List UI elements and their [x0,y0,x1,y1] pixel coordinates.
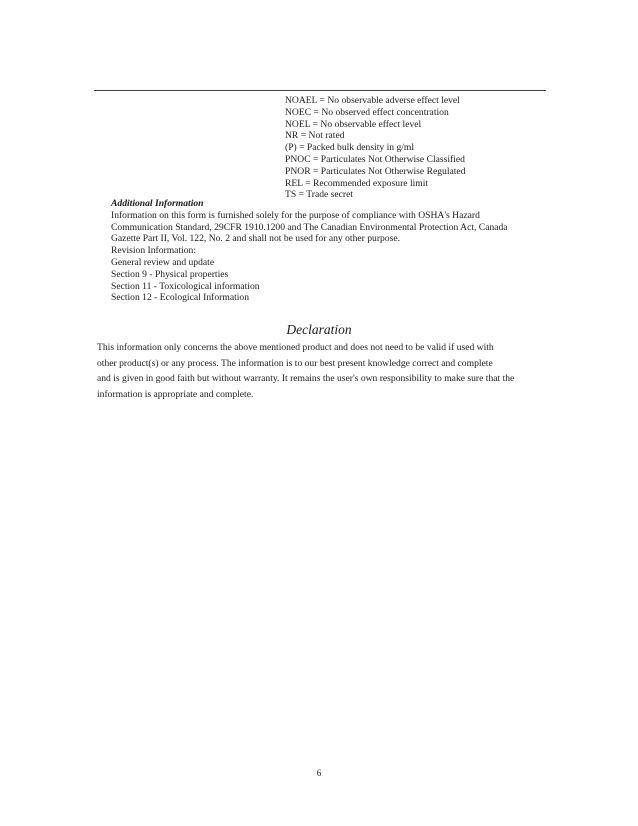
abbreviation-item: TS = Trade secret [285,189,354,201]
header-rule [94,90,546,91]
revision-item: Section 11 - Toxicological information [111,280,260,292]
abbreviation-item: PNOR = Particulates Not Otherwise Regulated [285,165,466,177]
abbreviation-item: NOEC = No observed effect concentration [285,106,449,118]
declaration-body [97,340,567,402]
revision-item: Section 9 - Physical properties [111,268,229,280]
declaration-line: This information only concerns the above mentioned product and does not need to be valid if used with [97,342,494,353]
abbreviation-item: (P) = Packed bulk density in g/ml [285,142,415,154]
abbreviation-item: REL = Recommended exposure limit [285,177,429,189]
declaration-line: other product(s) or any process. The information is to our best present knowledge correct and complete [97,357,493,369]
abbreviation-item: NR = Not rated [285,130,345,142]
declaration-title: Declaration [286,322,352,337]
additional-information-heading: Additional Information [111,198,204,209]
revision-item: General review and update [111,256,215,268]
abbreviations-list [285,95,585,201]
abbreviation-item: NOEL = No observable effect level [285,118,422,130]
abbreviation-item: NOAEL = No observable adverse effect level [285,95,460,106]
declaration-line: and is given in good faith but without warranty. It remains the user's own responsibility to make sure that the [97,373,515,384]
abbreviation-item: PNOC = Particulates Not Otherwise Classified [285,153,465,165]
additional-information-section [111,198,551,304]
revision-item: Section 12 - Ecological Information [111,292,250,304]
additional-information-line: Communication Standard, 29CFR 1910.1200 and The Canadian Environmental Protection Act, Canada [111,221,508,233]
additional-information-line: Gazette Part II, Vol. 122, No. 2 and shall not be used for any other purpose. [111,233,400,245]
revision-information-heading: Revision Information: [111,245,196,257]
declaration-line: information is appropriate and complete. [97,388,254,400]
page-number: 6 [316,768,322,778]
additional-information-line: Information on this form is furnished solely for the purpose of compliance with OSHA's Hazard [111,209,480,221]
